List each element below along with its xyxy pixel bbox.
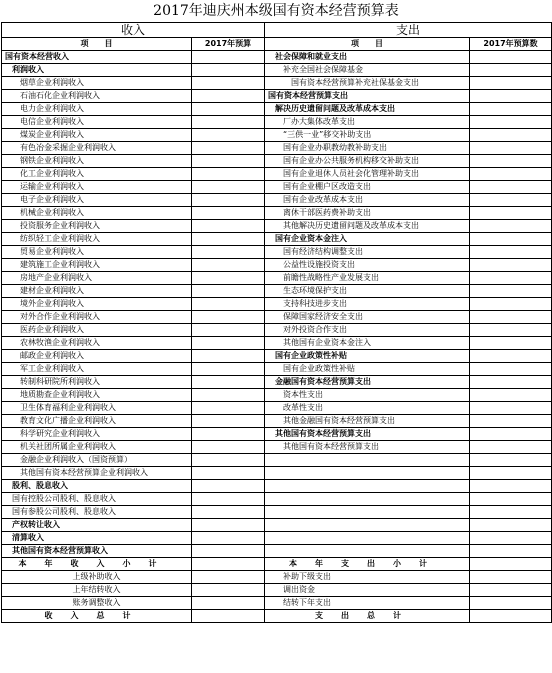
table-row — [2, 207, 552, 220]
income-item-cell: 房地产企业利润收入 — [2, 272, 192, 285]
expense-subtotal-value — [470, 558, 552, 571]
expense-item-cell: 改革性支出 — [265, 402, 470, 415]
expense-item-cell: “三供一业”移交补助支出 — [265, 129, 470, 142]
income-item-cell: 机关社团所属企业利润收入 — [2, 441, 192, 454]
table-row — [2, 51, 552, 64]
income-item-cell: 煤炭企业利润收入 — [2, 129, 192, 142]
expense-budget-cell — [470, 51, 552, 64]
income-item-cell: 建筑施工企业利润收入 — [2, 259, 192, 272]
income-budget-cell — [192, 532, 265, 545]
expense-item-header: 项 目 — [265, 38, 470, 51]
expense-item-cell: 国有经济结构调整支出 — [265, 246, 470, 259]
table-row — [2, 285, 552, 298]
table-row — [2, 363, 552, 376]
income-item-cell: 清算收入 — [2, 532, 192, 545]
income-item-cell: 卫生体育福利企业利润收入 — [2, 402, 192, 415]
income-item-cell: 教育文化广播企业利润收入 — [2, 415, 192, 428]
income-budget-cell — [192, 428, 265, 441]
expense-item-cell — [265, 480, 470, 493]
income-item-cell: 对外合作企业利润收入 — [2, 311, 192, 324]
income-item-cell: 军工企业利润收入 — [2, 363, 192, 376]
transfer-expense-value — [470, 571, 552, 584]
expense-budget-cell — [470, 155, 552, 168]
expense-item-cell: 其他解决历史遗留问题及改革成本支出 — [265, 220, 470, 233]
expense-budget-cell — [470, 402, 552, 415]
income-budget-cell — [192, 311, 265, 324]
expense-item-cell: 离休干部医药费补助支出 — [265, 207, 470, 220]
income-budget-cell — [192, 376, 265, 389]
income-budget-cell — [192, 363, 265, 376]
expense-item-cell: 对外投资合作支出 — [265, 324, 470, 337]
expense-budget-cell — [470, 311, 552, 324]
income-item-cell: 农林牧渔企业利润收入 — [2, 337, 192, 350]
income-item-cell: 利润收入 — [2, 64, 192, 77]
expense-item-cell: 社会保障和就业支出 — [265, 51, 470, 64]
table-row — [2, 181, 552, 194]
income-item-cell: 邮政企业利润收入 — [2, 350, 192, 363]
expense-item-cell — [265, 545, 470, 558]
transfer-row — [2, 597, 552, 610]
expense-item-cell: 国有企业办公共服务机构移交补助支出 — [265, 155, 470, 168]
income-budget-cell — [192, 233, 265, 246]
income-budget-cell — [192, 545, 265, 558]
income-item-cell: 电子企业利润收入 — [2, 194, 192, 207]
income-budget-cell — [192, 246, 265, 259]
income-item-header: 项 目 — [2, 38, 192, 51]
expense-budget-cell — [470, 220, 552, 233]
expense-item-cell — [265, 532, 470, 545]
expense-budget-cell — [470, 350, 552, 363]
expense-item-cell: 其他金融国有资本经营预算支出 — [265, 415, 470, 428]
transfer-income-cell: 上年结转收入 — [2, 584, 192, 597]
expense-item-cell: 厂办大集体改革支出 — [265, 116, 470, 129]
expense-budget-cell — [470, 363, 552, 376]
transfer-income-value — [192, 571, 265, 584]
income-item-cell: 化工企业利润收入 — [2, 168, 192, 181]
income-budget-cell — [192, 51, 265, 64]
income-item-cell: 科学研究企业利润收入 — [2, 428, 192, 441]
expense-budget-cell — [470, 259, 552, 272]
transfer-income-cell: 上级补助收入 — [2, 571, 192, 584]
income-item-cell: 金融企业利润收入（国资预算） — [2, 454, 192, 467]
expense-budget-cell — [470, 532, 552, 545]
expense-budget-cell — [470, 376, 552, 389]
section-header-row — [2, 23, 552, 38]
table-row — [2, 155, 552, 168]
expense-item-cell: 其他国有资本经营预算支出 — [265, 428, 470, 441]
income-item-cell: 国有资本经营收入 — [2, 51, 192, 64]
table-row — [2, 77, 552, 90]
table-row — [2, 428, 552, 441]
income-item-cell: 贸易企业利润收入 — [2, 246, 192, 259]
expense-item-cell: 保障国家经济安全支出 — [265, 311, 470, 324]
income-budget-cell — [192, 467, 265, 480]
expense-budget-cell — [470, 415, 552, 428]
expense-budget-cell — [470, 181, 552, 194]
income-budget-cell — [192, 324, 265, 337]
transfer-expense-cell: 结转下年支出 — [265, 597, 470, 610]
expense-item-cell: 其他国有企业资本金注入 — [265, 337, 470, 350]
income-budget-cell — [192, 350, 265, 363]
table-row — [2, 233, 552, 246]
income-item-cell: 国有控股公司股利、股息收入 — [2, 493, 192, 506]
transfer-income-cell: 账务调整收入 — [2, 597, 192, 610]
table-row — [2, 168, 552, 181]
expense-budget-cell — [470, 506, 552, 519]
table-row — [2, 259, 552, 272]
expense-budget-cell — [470, 545, 552, 558]
expense-budget-cell — [470, 194, 552, 207]
income-item-cell: 投资服务企业利润收入 — [2, 220, 192, 233]
income-subtotal-value — [192, 558, 265, 571]
income-budget-cell — [192, 155, 265, 168]
expense-budget-cell — [470, 480, 552, 493]
transfer-income-value — [192, 584, 265, 597]
expense-item-cell — [265, 467, 470, 480]
income-budget-cell — [192, 480, 265, 493]
table-row — [2, 103, 552, 116]
income-subtotal-text: 本年收入小计 — [18, 559, 175, 568]
expense-budget-cell — [470, 467, 552, 480]
expense-budget-cell — [470, 103, 552, 116]
income-budget-cell — [192, 389, 265, 402]
table-row — [2, 493, 552, 506]
transfer-row — [2, 571, 552, 584]
transfer-expense-value — [470, 584, 552, 597]
income-item-cell: 纺织轻工企业利润收入 — [2, 233, 192, 246]
income-budget-cell — [192, 493, 265, 506]
expense-item-cell: 其他国有资本经营预算支出 — [265, 441, 470, 454]
expense-budget-cell — [470, 454, 552, 467]
expense-budget-cell — [470, 142, 552, 155]
expense-item-cell: 补充全国社会保障基金 — [265, 64, 470, 77]
expense-total-text: 支出总计 — [315, 611, 420, 620]
table-row — [2, 519, 552, 532]
expense-item-cell: 国有企业棚户区改造支出 — [265, 181, 470, 194]
income-budget-cell — [192, 298, 265, 311]
table-row — [2, 90, 552, 103]
sheet-title: 2017年迪庆州本级国有资本经营预算表 — [153, 3, 399, 19]
income-item-cell: 石油石化企业利润收入 — [2, 90, 192, 103]
expense-item-cell: 国有企业政策性补贴 — [265, 350, 470, 363]
expense-total-label — [265, 610, 470, 623]
income-budget-cell — [192, 116, 265, 129]
expense-item-cell — [265, 493, 470, 506]
income-budget-cell — [192, 272, 265, 285]
expense-item-cell: 解决历史遗留问题及改革成本支出 — [265, 103, 470, 116]
table-row — [2, 324, 552, 337]
expense-item-cell: 国有资本经营预算支出 — [265, 90, 470, 103]
expense-budget-cell — [470, 298, 552, 311]
income-budget-cell — [192, 259, 265, 272]
expense-budget-cell — [470, 129, 552, 142]
income-budget-cell — [192, 168, 265, 181]
expense-budget-cell — [470, 389, 552, 402]
total-row — [2, 610, 552, 623]
income-item-cell: 电力企业利润收入 — [2, 103, 192, 116]
table-row — [2, 376, 552, 389]
expense-budget-header: 2017年预算数 — [470, 38, 552, 51]
table-row — [2, 415, 552, 428]
expense-budget-cell — [470, 116, 552, 129]
table-row — [2, 350, 552, 363]
subtotal-row — [2, 558, 552, 571]
table-body — [2, 51, 552, 558]
expense-item-cell: 生态环境保护支出 — [265, 285, 470, 298]
expense-budget-cell — [470, 428, 552, 441]
table-row — [2, 64, 552, 77]
income-budget-cell — [192, 402, 265, 415]
income-item-cell: 有色冶金采掘企业利润收入 — [2, 142, 192, 155]
income-budget-cell — [192, 64, 265, 77]
transfer-row — [2, 584, 552, 597]
expense-budget-cell — [470, 168, 552, 181]
income-budget-cell — [192, 207, 265, 220]
expense-budget-cell — [470, 441, 552, 454]
income-item-cell: 运输企业利润收入 — [2, 181, 192, 194]
income-total-value — [192, 610, 265, 623]
income-item-cell: 医药企业利润收入 — [2, 324, 192, 337]
income-item-cell: 其他国有资本经营预算企业利润收入 — [2, 467, 192, 480]
income-item-cell: 地质勘查企业利润收入 — [2, 389, 192, 402]
income-budget-cell — [192, 181, 265, 194]
transfer-expense-cell: 补助下级支出 — [265, 571, 470, 584]
income-budget-cell — [192, 103, 265, 116]
transfer-expense-value — [470, 597, 552, 610]
income-budget-cell — [192, 129, 265, 142]
income-subtotal-label — [2, 558, 192, 571]
income-budget-cell — [192, 285, 265, 298]
expense-item-cell — [265, 454, 470, 467]
expense-subtotal-label — [265, 558, 470, 571]
expense-item-cell: 国有企业改革成本支出 — [265, 194, 470, 207]
table-row — [2, 194, 552, 207]
table-row — [2, 337, 552, 350]
income-item-cell: 产权转让收入 — [2, 519, 192, 532]
income-item-cell: 建材企业利润收入 — [2, 285, 192, 298]
table-row — [2, 454, 552, 467]
income-item-cell: 国有参股公司股利、股息收入 — [2, 506, 192, 519]
income-item-cell: 钢铁企业利润收入 — [2, 155, 192, 168]
expense-total-value — [470, 610, 552, 623]
expense-item-cell: 资本性支出 — [265, 389, 470, 402]
expense-item-cell — [265, 506, 470, 519]
table-row — [2, 272, 552, 285]
income-item-cell: 其他国有资本经营预算收入 — [2, 545, 192, 558]
table-row — [2, 389, 552, 402]
expense-item-cell: 国有企业政策性补贴 — [265, 363, 470, 376]
table-row — [2, 467, 552, 480]
budget-table — [1, 22, 552, 623]
column-header-row — [2, 38, 552, 51]
expense-item-cell: 国有资本经营预算补充社保基金支出 — [265, 77, 470, 90]
expense-budget-cell — [470, 519, 552, 532]
expense-item-cell: 国有企业资本金注入 — [265, 233, 470, 246]
expense-subtotal-text: 本年支出小计 — [289, 559, 446, 568]
expense-budget-cell — [470, 90, 552, 103]
transfer-expense-cell: 调出资金 — [265, 584, 470, 597]
income-section-header: 收入 — [2, 23, 265, 38]
expense-budget-cell — [470, 233, 552, 246]
table-row — [2, 246, 552, 259]
table-row — [2, 506, 552, 519]
table-row — [2, 142, 552, 155]
expense-budget-cell — [470, 246, 552, 259]
expense-budget-cell — [470, 285, 552, 298]
income-item-cell: 转制科研院所利润收入 — [2, 376, 192, 389]
income-budget-cell — [192, 337, 265, 350]
transfer-income-value — [192, 597, 265, 610]
income-total-text: 收入总计 — [44, 611, 149, 620]
expense-item-cell: 金融国有资本经营预算支出 — [265, 376, 470, 389]
income-budget-cell — [192, 506, 265, 519]
table-row — [2, 480, 552, 493]
income-budget-cell — [192, 220, 265, 233]
expense-item-cell: 支持科技进步支出 — [265, 298, 470, 311]
income-budget-cell — [192, 441, 265, 454]
expense-item-cell: 国有企业退休人员社会化管理补助支出 — [265, 168, 470, 181]
income-budget-cell — [192, 519, 265, 532]
income-budget-header: 2017年预算 — [192, 38, 265, 51]
table-row — [2, 129, 552, 142]
income-budget-cell — [192, 194, 265, 207]
expense-section-header: 支出 — [265, 23, 552, 38]
income-total-label — [2, 610, 192, 623]
expense-item-cell — [265, 519, 470, 532]
table-row — [2, 402, 552, 415]
summary-block — [2, 558, 552, 623]
expense-item-cell: 前瞻性战略性产业发展支出 — [265, 272, 470, 285]
table-row — [2, 441, 552, 454]
table-row — [2, 220, 552, 233]
expense-budget-cell — [470, 272, 552, 285]
table-row — [2, 532, 552, 545]
expense-budget-cell — [470, 77, 552, 90]
income-item-cell: 电信企业利润收入 — [2, 116, 192, 129]
expense-budget-cell — [470, 207, 552, 220]
income-budget-cell — [192, 77, 265, 90]
expense-budget-cell — [470, 493, 552, 506]
expense-budget-cell — [470, 324, 552, 337]
income-item-cell: 境外企业利润收入 — [2, 298, 192, 311]
table-row — [2, 311, 552, 324]
table-row — [2, 116, 552, 129]
table-row — [2, 545, 552, 558]
expense-budget-cell — [470, 64, 552, 77]
expense-item-cell: 公益性设施投资支出 — [265, 259, 470, 272]
table-row — [2, 298, 552, 311]
expense-budget-cell — [470, 337, 552, 350]
income-item-cell: 股利、股息收入 — [2, 480, 192, 493]
income-budget-cell — [192, 90, 265, 103]
income-budget-cell — [192, 142, 265, 155]
income-budget-cell — [192, 454, 265, 467]
expense-item-cell: 国有企业办职教幼教补助支出 — [265, 142, 470, 155]
income-budget-cell — [192, 415, 265, 428]
income-item-cell: 烟草企业利润收入 — [2, 77, 192, 90]
income-item-cell: 机械企业利润收入 — [2, 207, 192, 220]
